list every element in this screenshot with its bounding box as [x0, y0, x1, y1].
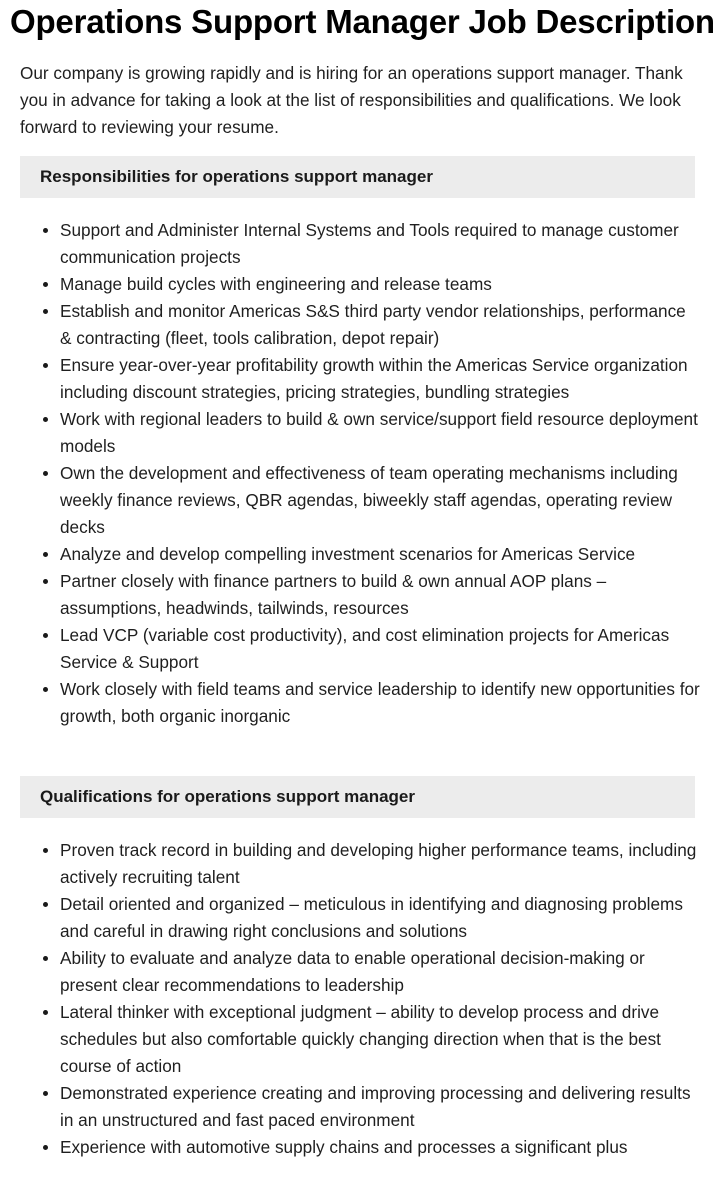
list-item: Demonstrated experience creating and improving processing and delivering results in an unstructured and fast paced environment [60, 1080, 700, 1134]
list-item: Proven track record in building and developing higher performance teams, including actively recruiting talent [60, 837, 700, 891]
list-item: Own the development and effectiveness of team operating mechanisms including weekly finance reviews, QBR agendas, biweekly staff agendas, operating review decks [60, 460, 700, 541]
responsibilities-list [20, 217, 700, 730]
page-title: Operations Support Manager Job Description [10, 3, 715, 40]
list-item: Lateral thinker with exceptional judgment – ability to develop process and drive schedules but also comfortable quickly changing direction when that is the best course of action [60, 999, 700, 1080]
responsibilities-heading: Responsibilities for operations support manager [20, 156, 695, 198]
intro-paragraph: Our company is growing rapidly and is hiring for an operations support manager. Thank you in advance for taking a look at the list of responsibilities and qualifications. We look forward to reviewing your resume. [20, 63, 683, 137]
list-item: Ensure year-over-year profitability growth within the Americas Service organization including discount strategies, pricing strategies, bundling strategies [60, 352, 700, 406]
list-item: Ability to evaluate and analyze data to enable operational decision-making or present clear recommendations to leadership [60, 945, 700, 999]
list-item: Work with regional leaders to build & own service/support field resource deployment models [60, 406, 700, 460]
list-item: Manage build cycles with engineering and release teams [60, 271, 700, 298]
list-item: Support and Administer Internal Systems and Tools required to manage customer communication projects [60, 217, 700, 271]
qualifications-heading: Qualifications for operations support manager [20, 776, 695, 818]
qualifications-list [20, 837, 700, 1161]
list-item: Lead VCP (variable cost productivity), and cost elimination projects for Americas Service & Support [60, 622, 700, 676]
list-item: Analyze and develop compelling investment scenarios for Americas Service [60, 541, 700, 568]
list-item: Work closely with field teams and service leadership to identify new opportunities for growth, both organic inorganic [60, 676, 700, 730]
list-item: Establish and monitor Americas S&S third party vendor relationships, performance & contracting (fleet, tools calibration, depot repair) [60, 298, 700, 352]
list-item: Experience with automotive supply chains and processes a significant plus [60, 1134, 700, 1161]
list-item: Partner closely with finance partners to build & own annual AOP plans – assumptions, headwinds, tailwinds, resources [60, 568, 700, 622]
list-item: Detail oriented and organized – meticulous in identifying and diagnosing problems and careful in drawing right conclusions and solutions [60, 891, 700, 945]
